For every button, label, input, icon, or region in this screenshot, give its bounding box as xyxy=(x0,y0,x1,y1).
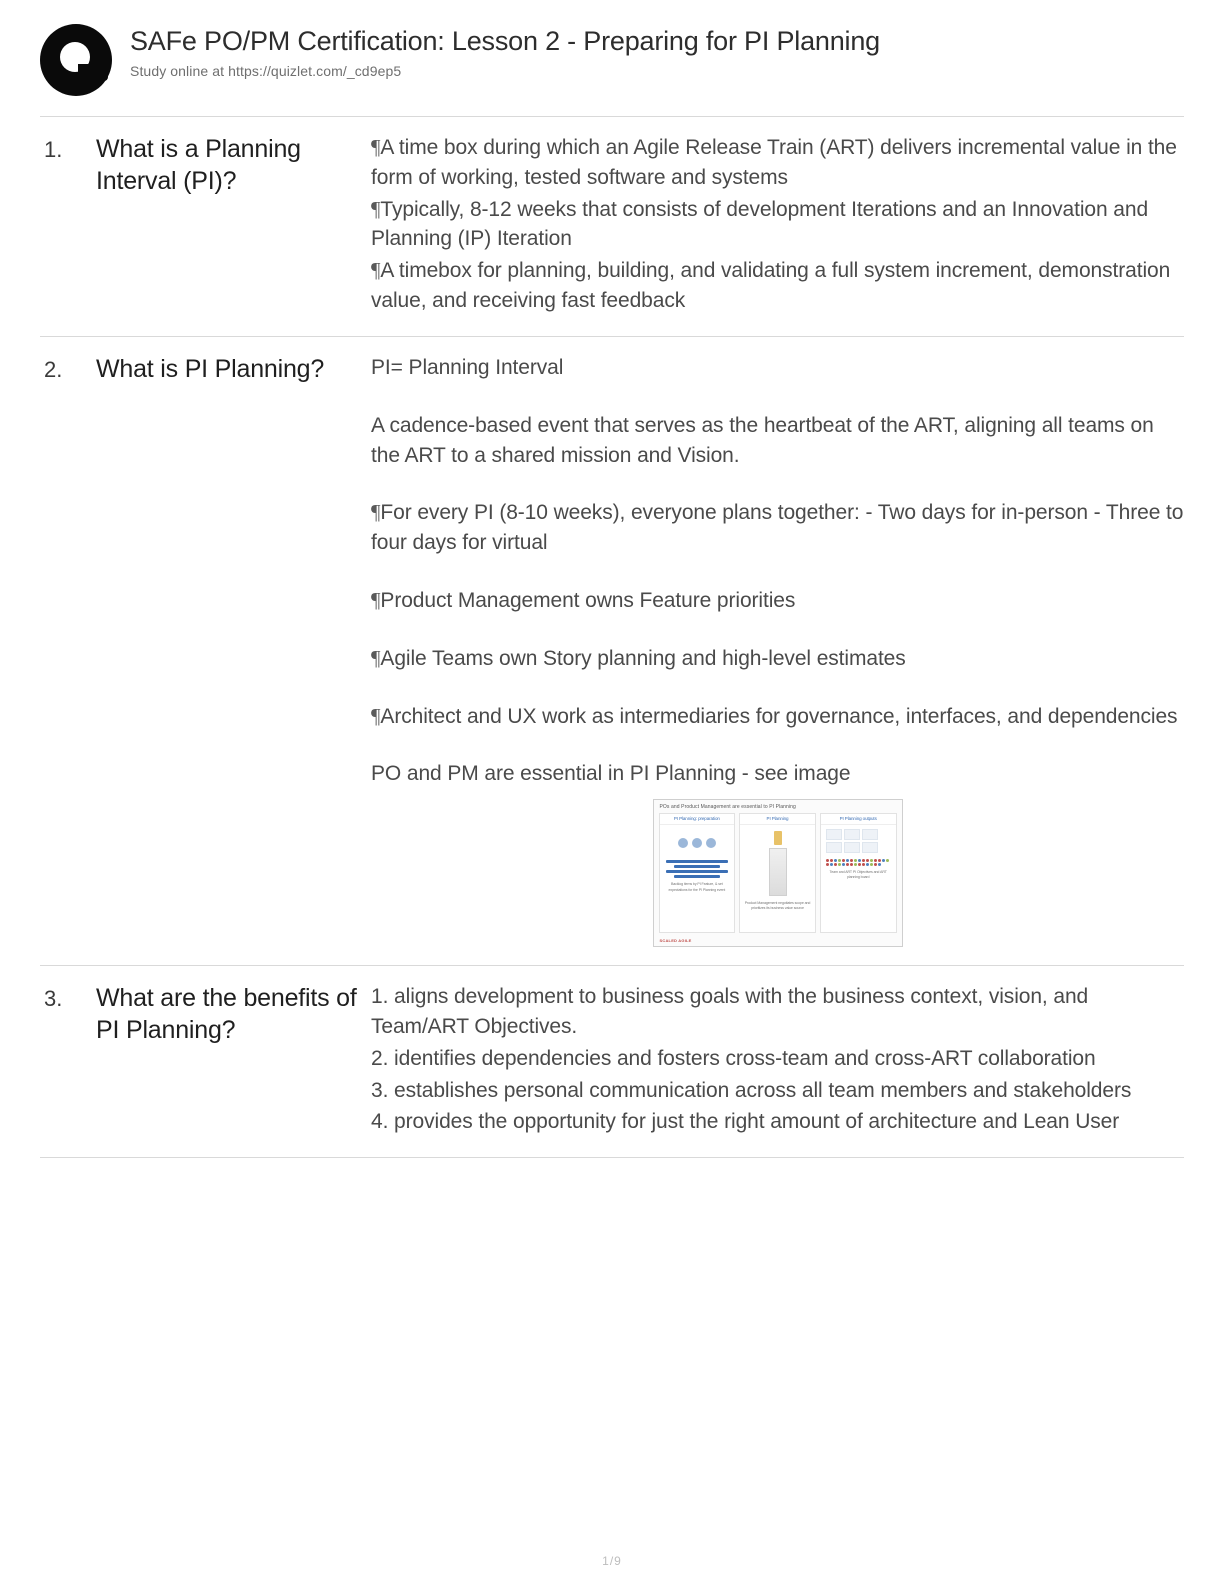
definition-text: 3. establishes personal communication across all team members and stakeholders xyxy=(371,1078,1132,1102)
definition-text: PO and PM are essential in PI Planning - see image xyxy=(371,762,851,786)
definition-line xyxy=(371,498,1184,558)
flashcard-row xyxy=(40,966,1184,1158)
definition-line xyxy=(371,586,1184,616)
study-online-link[interactable]: Study online at https://quizlet.com/_cd9ep5 xyxy=(130,63,402,80)
definition-text: Architect and UX work as intermediaries for governance, interfaces, and dependencies xyxy=(380,704,1178,728)
figure-boards xyxy=(821,825,896,857)
document-header xyxy=(40,0,1184,106)
definition-text: 2. identifies dependencies and fosters cross-team and cross-ART collaboration xyxy=(371,1046,1096,1070)
figure-title: POs and Product Management are essential to PI Planning xyxy=(659,804,796,811)
figure-column-caption: Product Management negotiates scope and prioritizes its business value source xyxy=(744,900,811,911)
card-term: What are the benefits of PI Planning? xyxy=(96,984,357,1045)
paragraph-bullet-icon: ¶ xyxy=(371,645,381,670)
definition-line xyxy=(371,702,1184,732)
definition-text: PI= Planning Interval xyxy=(371,355,564,379)
definition-line xyxy=(371,982,1184,1042)
figure-column-caption: Backlog items by PI Feature, & set expectations for the PI Planning event xyxy=(668,882,726,892)
card-definition xyxy=(371,982,1184,1139)
figure-column-head: PI Planning outputs xyxy=(821,814,896,824)
definition-line xyxy=(371,195,1184,255)
figure-footer-logo: SCALED AGILE xyxy=(659,937,692,943)
figure-column-head: PI Planning xyxy=(740,814,815,824)
definition-line xyxy=(371,353,1184,383)
definition-text: 4. provides the opportunity for just the right amount of architecture and Lean User xyxy=(371,1110,1120,1134)
paragraph-bullet-icon: ¶ xyxy=(371,258,381,283)
figure-column xyxy=(739,813,816,933)
definition-text: Typically, 8-12 weeks that consists of development Iterations and an Innovation and Planning (IP) Iteration xyxy=(371,197,1149,251)
page-number: 1/9 xyxy=(602,1554,622,1568)
figure-sticky-notes xyxy=(821,857,896,868)
paragraph-bullet-icon: ¶ xyxy=(371,135,381,159)
figure-column xyxy=(820,813,897,933)
definition-line xyxy=(371,644,1184,674)
card-term: What is a Planning Interval (PI)? xyxy=(96,135,301,195)
card-number: 3. xyxy=(44,986,63,1012)
definition-text: Agile Teams own Story planning and high-level estimates xyxy=(380,646,906,670)
card-definition xyxy=(371,133,1184,318)
quizlet-q-logo-icon xyxy=(40,24,112,96)
card-number: 2. xyxy=(44,356,63,382)
definition-line xyxy=(371,759,1184,789)
paragraph-bullet-icon: ¶ xyxy=(371,587,381,612)
figure-people-icons xyxy=(660,825,735,859)
definition-line xyxy=(371,1076,1184,1106)
figure-column xyxy=(659,813,736,933)
card-definition xyxy=(371,353,1184,947)
definition-text: A cadence-based event that serves as the heartbeat of the ART, aligning all teams on the ART to a shared mission and Vision. xyxy=(371,413,1154,467)
definition-line xyxy=(371,1044,1184,1074)
pi-planning-diagram-image[interactable] xyxy=(653,799,903,947)
definition-text: A time box during which an Agile Release Train (ART) delivers incremental value in the form of working, tested software and systems xyxy=(371,136,1177,189)
figure-wrapper xyxy=(371,799,1184,947)
definition-text: 1. aligns development to business goals with the business context, vision, and Team/ART Objectives. xyxy=(371,985,1089,1038)
definition-line xyxy=(371,1107,1184,1137)
definition-text: For every PI (8-10 weeks), everyone plans together: - Two days for in-person - Three to four days for virtual xyxy=(371,501,1184,555)
page-title: SAFe PO/PM Certification: Lesson 2 - Preparing for PI Planning xyxy=(130,26,880,56)
header-text-block xyxy=(130,22,880,79)
definition-text: A timebox for planning, building, and validating a full system increment, demonstration value, and receiving fast feedback xyxy=(371,259,1171,313)
paragraph-bullet-icon: ¶ xyxy=(371,196,381,221)
card-term: What is PI Planning? xyxy=(96,354,325,383)
definition-text: Product Management owns Feature priorities xyxy=(380,588,796,612)
card-number: 1. xyxy=(44,137,63,162)
definition-line xyxy=(371,411,1184,471)
paragraph-bullet-icon: ¶ xyxy=(371,703,381,728)
flashcard-row xyxy=(40,117,1184,337)
flashcard-row xyxy=(40,337,1184,966)
figure-column-caption: Team and ART PI Objectives and ART planning board xyxy=(829,869,887,880)
definition-line xyxy=(371,256,1184,316)
figure-stack-icon xyxy=(769,848,787,896)
paragraph-bullet-icon: ¶ xyxy=(371,500,381,525)
figure-column-head: PI Planning: preparation xyxy=(660,814,735,824)
figure-award-icon xyxy=(774,831,782,845)
definition-line xyxy=(371,133,1184,193)
figure-columns xyxy=(654,813,902,933)
